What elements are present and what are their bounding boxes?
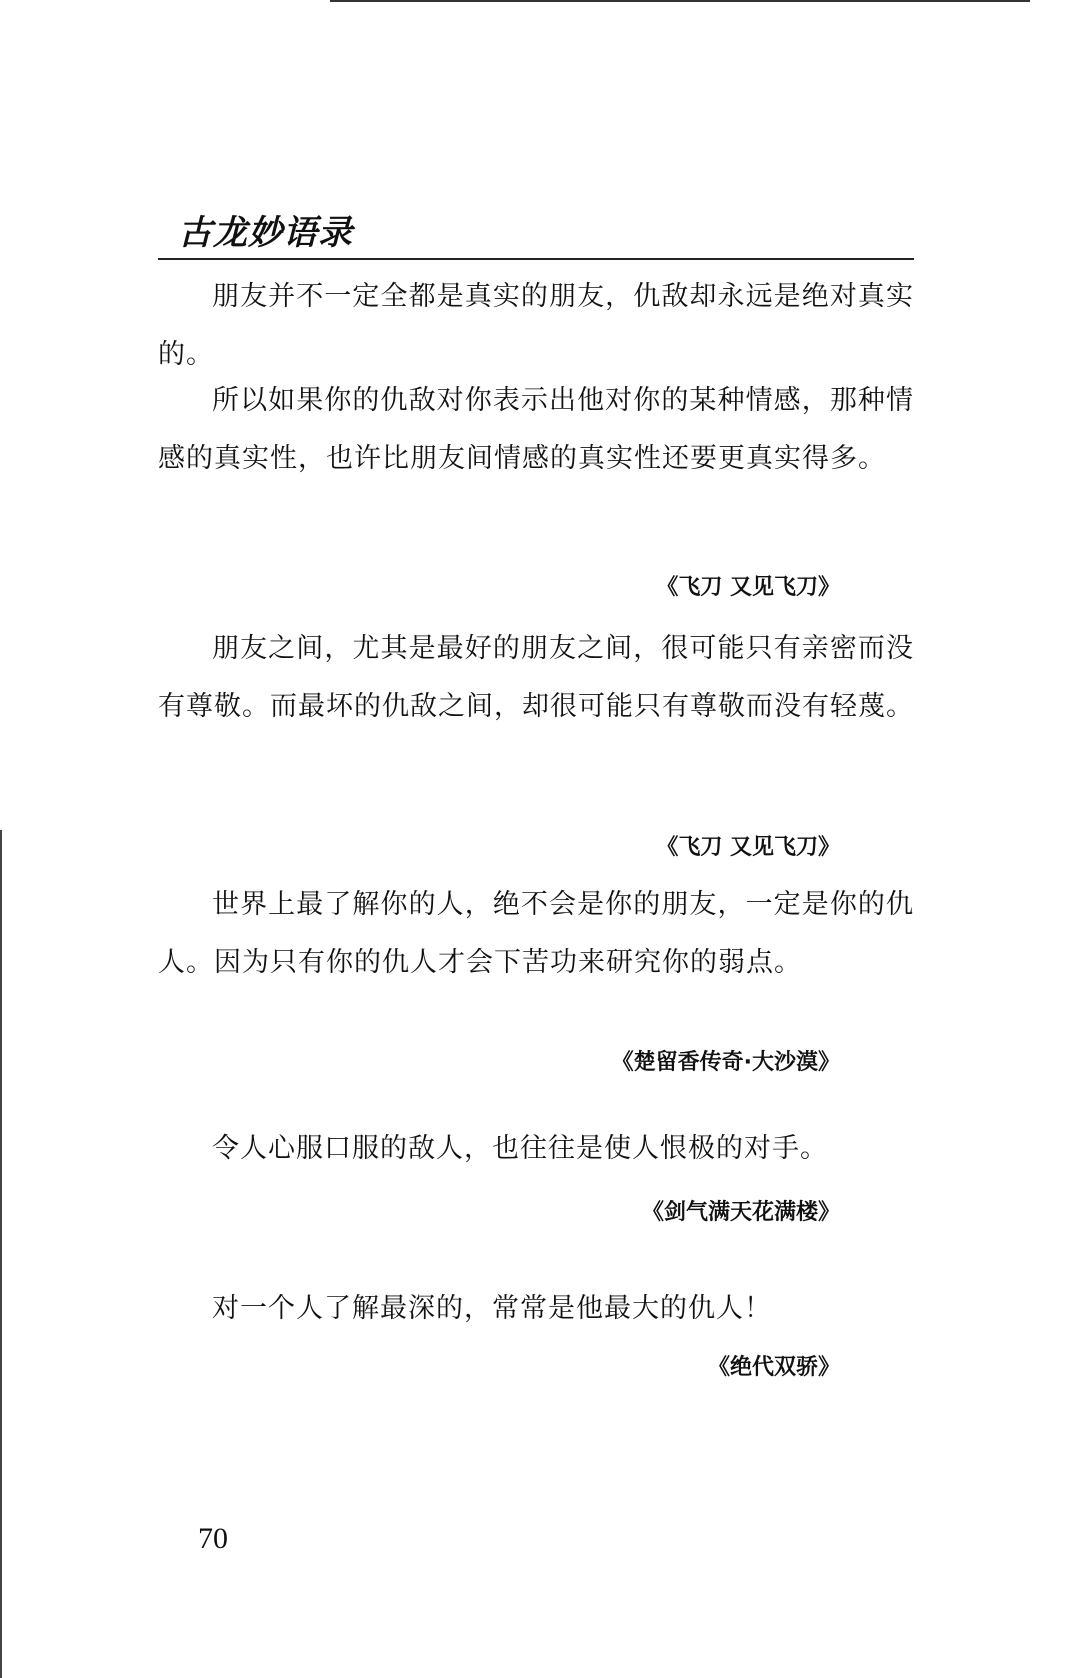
quote-paragraph: 朋友之间，尤其是最好的朋友之间，很可能只有亲密而没有尊敬。而最坏的仇敌之间，却很可能只有尊敬而没有轻蔑。 xyxy=(158,633,914,722)
quote-paragraph: 对一个人了解最深的，常常是他最大的仇人！ xyxy=(212,1293,772,1324)
quote-source: 《飞刀 又见飞刀》 xyxy=(656,575,840,600)
quote-source: 《绝代双骄》 xyxy=(707,1355,840,1380)
quote-paragraph: 朋友并不一定全都是真实的朋友，仇敌却永远是绝对真实的。 xyxy=(158,281,914,370)
quote-paragraph: 令人心服口服的敌人，也往往是使人恨极的对手。 xyxy=(212,1133,828,1164)
quote-source: 《楚留香传奇·大沙漠》 xyxy=(611,1050,840,1075)
page-number: 70 xyxy=(198,1522,228,1555)
quote-source: 《飞刀 又见飞刀》 xyxy=(656,835,840,860)
quote-paragraph: 世界上最了解你的人，绝不会是你的朋友，一定是你的仇人。因为只有你的仇人才会下苦功来研究你的弱点。 xyxy=(158,889,914,978)
scan-edge-left xyxy=(0,830,2,1678)
scan-edge-top xyxy=(330,0,1030,2)
header-rule xyxy=(158,258,914,260)
quote-source: 《剑气满天花满楼》 xyxy=(641,1200,840,1225)
quote-paragraph: 所以如果你的仇敌对你表示出他对你的某种情感，那种情感的真实性，也许比朋友间情感的真实性还要更真实得多。 xyxy=(158,385,914,474)
running-header-title: 古龙妙语录 xyxy=(178,213,353,253)
